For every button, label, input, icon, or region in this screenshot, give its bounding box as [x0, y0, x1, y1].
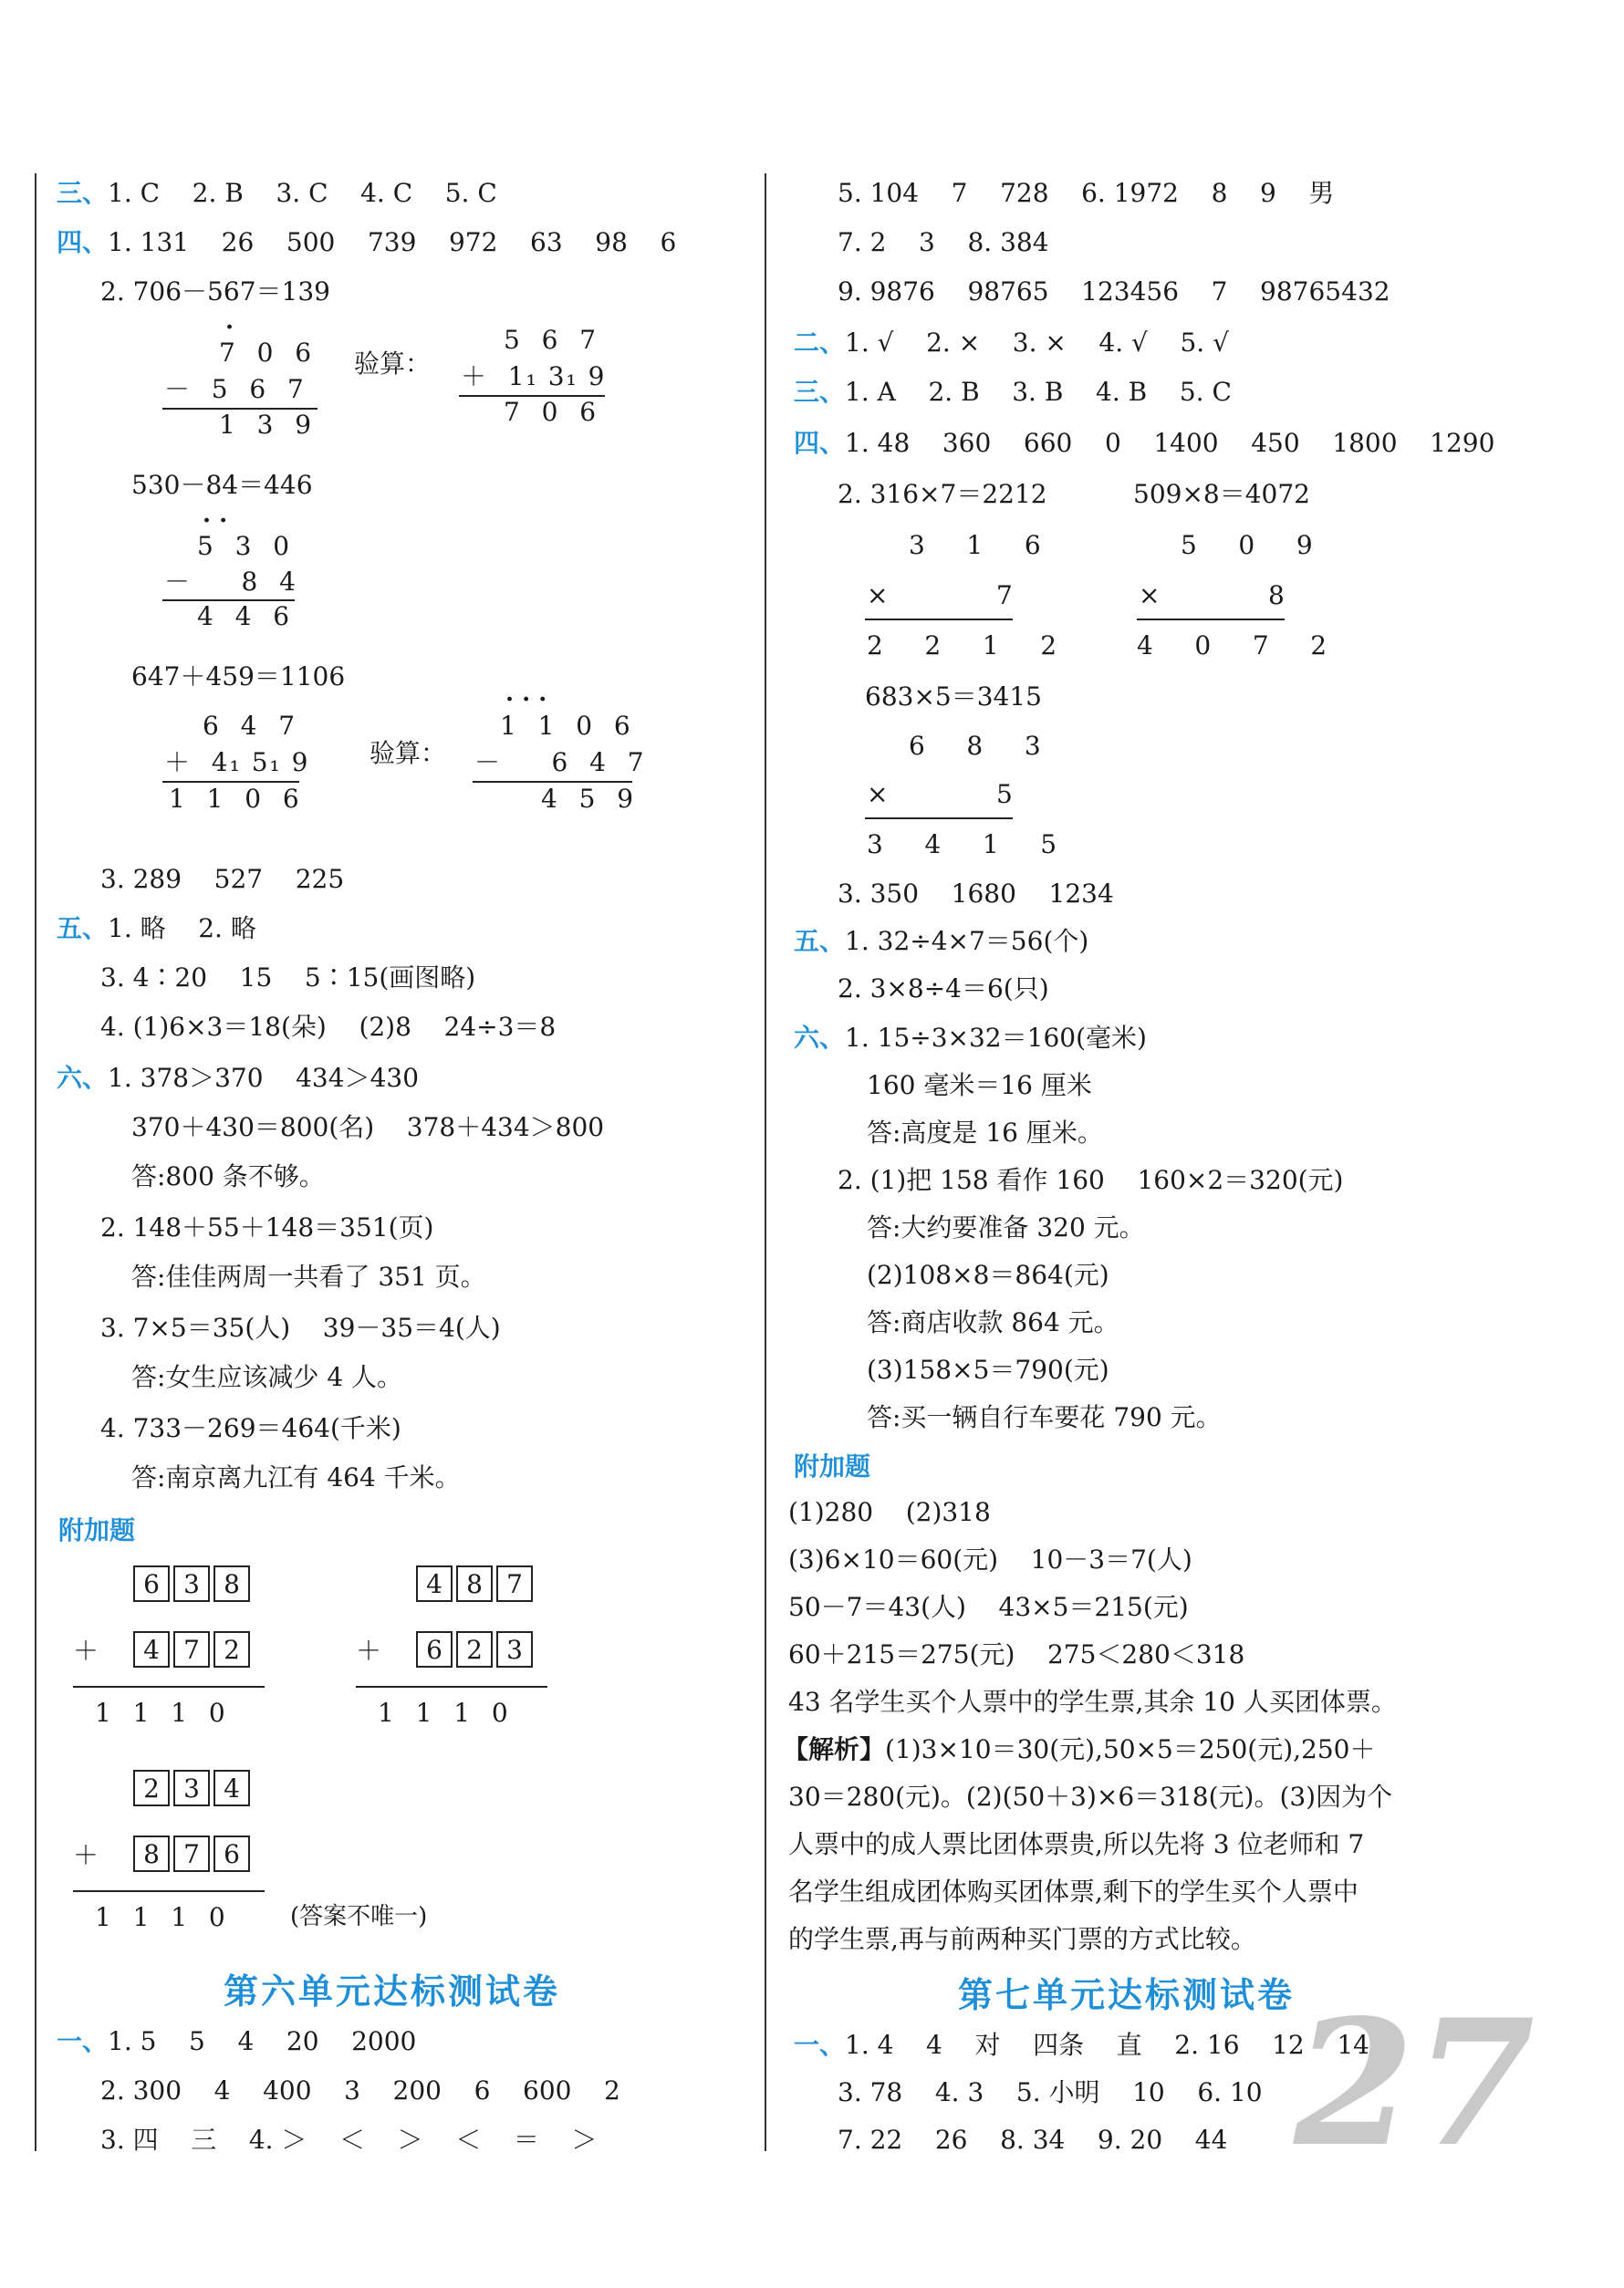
calc-row: 7 0 6: [504, 397, 599, 427]
calc-row: － 8 4: [164, 567, 297, 597]
section-label: 二、: [794, 328, 846, 358]
calc-row: 4 5 9: [541, 784, 636, 814]
section-label: 六、: [794, 1023, 846, 1053]
multiplier: 5: [996, 779, 1013, 809]
text-line: 509×8＝4072: [1133, 479, 1310, 509]
right-san-line: [794, 377, 1232, 407]
section-label: 四、: [57, 227, 109, 257]
text-line: 3. 350 1680 1234: [838, 879, 1114, 909]
digit-box: 4: [213, 1770, 250, 1806]
digit-box: 3: [496, 1631, 533, 1668]
calc-row: 3 1 6: [909, 530, 1043, 560]
text-line: (1)280 (2)318: [788, 1497, 991, 1527]
text-line: 的学生票,再与前两种买门票的方式比较。: [788, 1924, 1256, 1954]
check-label: 验算：: [370, 738, 447, 768]
fujia-heading: 附加题: [794, 1451, 871, 1482]
text-line: 答:高度是 16 厘米。: [867, 1118, 1103, 1148]
unit7-title: 第七单元达标测试卷: [958, 1975, 1296, 2015]
calc-row: 5 6 7: [504, 325, 599, 355]
section-label: 六、: [57, 1063, 109, 1093]
answers: 1. 5 5 4 20 2000: [108, 2026, 417, 2056]
times-sign: ×: [867, 580, 889, 610]
calc-row: ＋ 1₁ 3₁ 9: [461, 361, 607, 391]
left-si-line: [57, 227, 677, 257]
calc-row: 5 3 0: [197, 531, 292, 561]
text-line: 答:女生应该减少 4 人。: [131, 1362, 403, 1392]
right-wu-line: [794, 926, 1089, 956]
answers: 1. C 2. B 3. C 4. C 5. C: [108, 178, 497, 208]
left-wu-line: [57, 913, 256, 943]
right-si-line: [794, 428, 1495, 458]
analysis-text: (1)3×10＝30(元),50×5＝250(元),250＋: [885, 1734, 1376, 1764]
calc-row: 5 0 9: [1181, 530, 1315, 560]
text-line: 370＋430＝800(名) 378＋434＞800: [131, 1112, 605, 1142]
left-margin-rule: [35, 173, 36, 2151]
calc-row: ＋ 4₁ 5₁ 9: [164, 747, 310, 777]
digit-box: 4: [416, 1565, 453, 1602]
unit6-yi-line: [57, 2026, 417, 2056]
page-number: 27: [1294, 1981, 1536, 2185]
sum-line: [356, 1686, 547, 1688]
multiplier: 8: [1268, 580, 1285, 610]
text-line: 30＝280(元)。(2)(50＋3)×6＝318(元)。(3)因为个: [788, 1782, 1393, 1812]
digit-box: 8: [213, 1565, 250, 1602]
right-liu-line: [794, 1025, 1147, 1051]
left-san-line: [57, 178, 497, 208]
digit-box: 6: [416, 1631, 453, 1668]
digit-box: 4: [133, 1631, 170, 1668]
calc-line: [162, 781, 299, 783]
digit-box: 6: [213, 1836, 250, 1872]
text-line: 2. 316×7＝2212: [838, 479, 1047, 509]
eq-line: 530－84＝446: [131, 470, 313, 500]
text-line: 人票中的成人票比团体票贵,所以先将 3 位老师和 7: [788, 1829, 1365, 1859]
section-label: 五、: [794, 926, 846, 956]
left-si-3: 3. 289 527 225: [100, 864, 345, 894]
calc-line: [473, 781, 632, 783]
digit-box: 8: [133, 1836, 170, 1872]
digit-box: 7: [496, 1565, 533, 1602]
times-sign: ×: [867, 779, 889, 809]
text-line: 答:佳佳两周一共看了 351 页。: [131, 1262, 486, 1292]
answers: 1. 15÷3×32＝160(毫米): [845, 1023, 1147, 1053]
calc-row: 6 4 7: [203, 711, 297, 741]
text-line: 3. 7×5＝35(人) 39－35＝4(人): [100, 1313, 501, 1343]
digit-box: 2: [456, 1631, 493, 1668]
digit-box: 6: [133, 1565, 170, 1602]
sum-line: [73, 1686, 265, 1688]
text-line: 60＋215＝275(元) 275＜280＜318: [788, 1639, 1245, 1669]
digit-box: 8: [456, 1565, 493, 1602]
plus-sign: ＋: [73, 1636, 99, 1666]
text-line: 5. 104 7 728 6. 1972 8 9 男: [838, 178, 1335, 208]
text-line: 2. 300 4 400 3 200 6 600 2: [100, 2075, 620, 2106]
calc-row: 7 0 6: [219, 338, 314, 368]
text-line: (3)6×10＝60(元) 10－3＝7(人): [788, 1544, 1192, 1575]
left-si-2: 2. 706－567＝139: [100, 276, 330, 307]
calc-row: 6 8 3: [909, 731, 1043, 761]
calc-row: 1 1 0 6: [500, 711, 632, 741]
fujia-heading: 附加题: [58, 1515, 136, 1545]
section-label: 三、: [57, 178, 109, 208]
check-label: 验算：: [354, 348, 432, 379]
text-line: 答:南京离九江有 464 千米。: [131, 1462, 461, 1492]
text-line: 4. 733－269＝464(千米): [100, 1413, 401, 1443]
calc-line: [865, 619, 1013, 620]
calc-line: [1137, 619, 1285, 620]
digit-box: 2: [133, 1770, 170, 1806]
left-wu-3: 3. 4∶20 15 5∶15(画图略): [100, 962, 476, 993]
text-line: 答:800 条不够。: [131, 1161, 325, 1191]
analysis-label: 【解析】: [783, 1734, 886, 1764]
section-label: 一、: [794, 2030, 846, 2060]
answers: 1. 131 26 500 739 972 63 98 6: [108, 227, 677, 257]
text-line: 7. 2 3 8. 384: [838, 227, 1049, 257]
text-line: 2. 148＋55＋148＝351(页): [100, 1212, 434, 1243]
column-divider: [765, 173, 766, 2151]
sum-line: [73, 1890, 265, 1892]
answers: 1. 48 360 660 0 1400 450 1800 1290: [845, 428, 1495, 458]
answer-note: (答案不唯一): [290, 1903, 428, 1930]
text-line: 9. 9876 98765 123456 7 98765432: [838, 276, 1390, 307]
text-line: 答:商店收款 864 元。: [867, 1307, 1119, 1337]
plus-sign: ＋: [356, 1636, 382, 1666]
answers: 1. 4 4 对 四条 直 2. 16 12 14: [845, 2030, 1369, 2060]
calc-row: 1 3 9: [219, 410, 314, 440]
unit6-title: 第六单元达标测试卷: [224, 1971, 561, 2012]
text-line: 答:大约要准备 320 元。: [867, 1212, 1145, 1243]
text-line: 答:买一辆自行车要花 790 元。: [867, 1402, 1222, 1432]
unit7-yi-line: [794, 2030, 1369, 2060]
calc-row: 4 4 6: [197, 601, 292, 631]
text-line: 3. 四 三 4. ＞ ＜ ＞ ＜ ＝ ＞: [100, 2125, 598, 2155]
answers: 1. 32÷4×7＝56(个): [845, 926, 1089, 956]
calc-row: － 5 6 7: [164, 374, 306, 404]
text-line: 683×5＝3415: [865, 681, 1042, 712]
right-er-line: [794, 330, 1229, 356]
left-liu-line: [57, 1063, 420, 1093]
text-line: 50－7＝43(人) 43×5＝215(元): [788, 1592, 1189, 1622]
multiplier: 7: [996, 580, 1013, 610]
digit-box: 7: [173, 1836, 210, 1872]
calc-line: [865, 817, 1013, 819]
plus-sign: ＋: [73, 1840, 99, 1870]
answers: 1. A 2. B 3. B 4. B 5. C: [845, 377, 1232, 407]
text-line: 2. 3×8÷4＝6(只): [838, 973, 1049, 1004]
section-label: 三、: [794, 377, 846, 407]
digit-box: 3: [173, 1770, 210, 1806]
digit-box: 2: [213, 1631, 250, 1668]
borrow-dots: · ·: [203, 507, 228, 535]
calc-row: 2 2 1 2: [867, 630, 1059, 660]
text-line: 3. 78 4. 3 5. 小明 10 6. 10: [838, 2077, 1263, 2107]
text-line: 名学生组成团体购买团体票,剩下的学生买个人票中: [788, 1877, 1359, 1907]
text-line: (3)158×5＝790(元): [867, 1355, 1109, 1385]
calc-row: 4 0 7 2: [1137, 630, 1329, 660]
analysis-line: [783, 1734, 1376, 1764]
sum-row: 1 1 1 0: [95, 1902, 227, 1932]
sum-row: 1 1 1 0: [378, 1698, 510, 1728]
section-label: 一、: [57, 2026, 109, 2056]
digit-box: 3: [173, 1565, 210, 1602]
text-line: 43 名学生买个人票中的学生票,其余 10 人买团体票。: [788, 1687, 1397, 1717]
text-line: 7. 22 26 8. 34 9. 20 44: [838, 2125, 1228, 2155]
answers: 1. 378＞370 434＞430: [108, 1063, 420, 1093]
answers: 1. √ 2. × 3. × 4. √ 5. √: [845, 328, 1229, 358]
sum-row: 1 1 1 0: [95, 1698, 227, 1728]
left-wu-4: 4. (1)6×3＝18(朵) (2)8 24÷3＝8: [100, 1012, 557, 1042]
text-line: 160 毫米＝16 厘米: [867, 1070, 1092, 1100]
text-line: (2)108×8＝864(元): [867, 1260, 1109, 1290]
calc-row: － 6 4 7: [474, 747, 646, 777]
times-sign: ×: [1139, 580, 1161, 610]
calc-row: 1 1 0 6: [169, 784, 301, 814]
digit-box: 7: [173, 1631, 210, 1668]
section-label: 四、: [794, 428, 846, 458]
calc-row: 3 4 1 5: [867, 829, 1059, 859]
section-label: 五、: [57, 913, 109, 943]
answers: 1. 略 2. 略: [108, 913, 256, 943]
borrow-dots: ·: [225, 314, 234, 341]
eq-line: 647＋459＝1106: [131, 661, 346, 692]
text-line: 2. (1)把 158 看作 160 160×2＝320(元): [838, 1165, 1344, 1195]
borrow-dots: · · ·: [505, 686, 547, 713]
